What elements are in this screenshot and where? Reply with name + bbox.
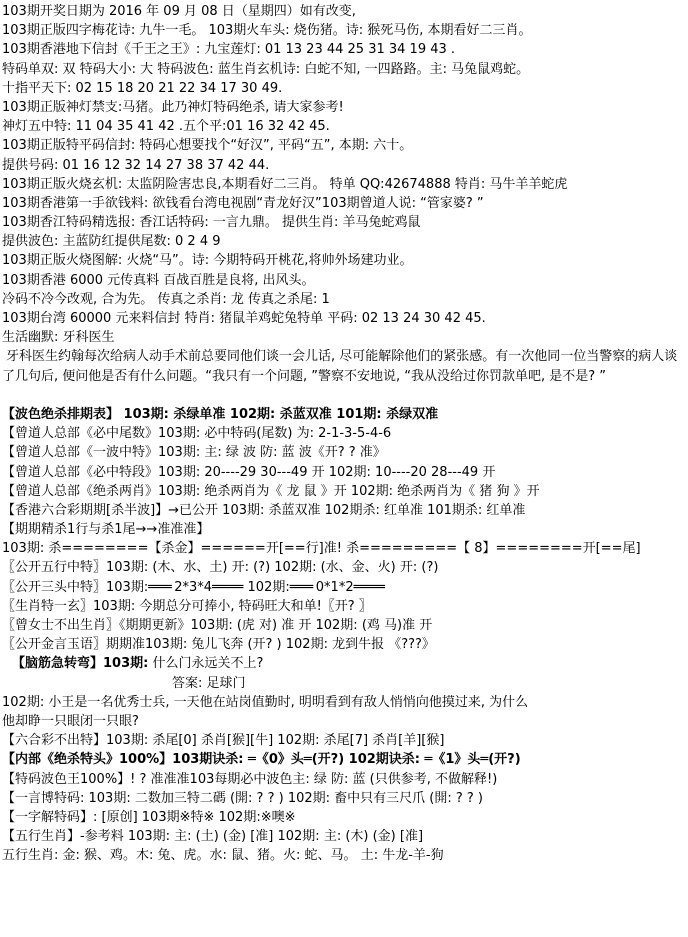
line-kill-gold: 103期: 杀========【杀金】======开[==行]准! 杀=========【 8】========开[==尾] <box>2 541 641 557</box>
line-hk-envelope: 103期香港地下信封《千王之王》: 九宝莲灯: 01 13 23 44 25 31 34 19 43 . <box>2 42 456 58</box>
line-lamp-ban: 103期正版神灯禁支:马猪。此乃神灯特码绝杀, 请大家参考! <box>2 99 344 115</box>
line-five-zodiac-list: 五行生肖: 金: 猴、鸡。木: 兔、虎。水: 鼠、猪。火: 蛇、马。 土: 牛龙-羊-狗 <box>2 848 444 864</box>
riddle-block <box>2 654 684 731</box>
line-wave-king: 【特码波色王100%】! ? 准准准103每期必中波色主: 绿 防: 蓝 (只供参考, 不做解释!) <box>2 771 498 787</box>
line-kill-head: 【内部《绝杀特头》100%】103期诀杀: ═《0》头═(开?) 102期诀杀: ═《1》头═(开?) <box>2 752 521 768</box>
line-ms-zeng: 〖曾女士不出生肖〗《期期更新》103期: (虎 对) 准 开 102期: (鸡 马)准 开 <box>2 618 433 634</box>
line-fire-diagram: 103期正版火烧图解: 火烧“马”。诗: 今期特码开桃花,将帅外场建功业。 <box>2 253 413 269</box>
line-xiangjiang: 103期香江特码精选报: 香江话特码: 一言九鼎。 提供生肖: 羊马兔蛇鸡鼠 <box>2 215 421 231</box>
line-zeng-wave: 【曾道人总部《一波中特》103期: 主: 绿 波 防: 蓝 波《开? ? 准》 <box>2 445 386 461</box>
line-one-char: 【一字解特码】: [原创] 103期※特※ 102期:※噢※ <box>2 809 296 825</box>
line-golden-words: 〖公开金言玉语〗期期准103期: 兔儿飞奔 (开? ) 102期: 龙到牛报 《???》 <box>2 637 435 653</box>
line-draw-date: 103期开奖日期为 2016 年 09 月 08 日（星期四）如有改变, <box>2 4 356 19</box>
middle-lines <box>2 405 684 654</box>
riddle-question: 什么门永远关不上? <box>152 656 264 672</box>
line-zeng-tail: 【曾道人总部《必中尾数》103期: 必中特码(尾数) 为: 2-1-3-5-4-6 <box>2 426 392 442</box>
line-kill-row-tail: 【期期精杀1行与杀1尾→→准准准】 <box>2 522 210 538</box>
line-five-elements: 〖公开五行中特〗103期: (木、水、土) 开: (?) 102期: (水、金、火) 开: (?) <box>2 560 439 576</box>
riddle-102-line2: 他却睁一只眼闭一只眼? <box>2 713 139 729</box>
line-wave-color: 提供波色: 主蓝防红提供尾数: 0 2 4 9 <box>2 234 221 250</box>
line-lamp-five: 神灯五中特: 11 04 35 41 42 .五个平:01 16 32 42 45. <box>2 119 330 135</box>
line-zeng-segment: 【曾道人总部《必中特段》103期: 20----29 30---49 开 102期: 10----20 28---49 开 <box>2 464 496 480</box>
line-ten-fingers: 十指平天下: 02 15 18 20 21 22 34 17 30 49. <box>2 80 283 96</box>
line-hk-kill-half: 【香港六合彩期期[杀半波]】→已公开 103期: 杀蓝双准 102期杀: 红单准 101期杀: 红单准 <box>2 502 526 518</box>
bottom-lines <box>2 731 684 865</box>
riddle-102-line1: 102期: 小王是一名优秀士兵, 一天他在站岗值勤时, 明明看到有敌人悄悄向他摸过来, 为什么 <box>2 694 529 710</box>
humor-paragraph: 牙科医生约翰每次给病人动手术前总要同他们谈一会儿话, 尽可能解除他们的紧张感。有一次他同一位当警察的病人谈了几句后, 便问他是否有什么问题。“我只有一个问题, ”警察不安地说, “我从没给过你罚款单吧, 是不是? ” <box>2 349 678 384</box>
line-one-word: 【一言博特码: 103期: 二数加三特二碼 (開: ? ? ) 102期: 畜中只有三尺爪 (開: ? ? ) <box>2 790 484 806</box>
line-no-special: 【六合彩不出特】103期: 杀尾[0] 杀肖[猴][牛] 102期: 杀尾[7] 杀肖[羊][猴] <box>2 733 445 749</box>
line-fire-mystery: 103期正版火烧玄机: 太监阴险害忠良,本期看好二三肖。 特单 QQ:42674888 特肖: 马牛羊羊蛇虎 <box>2 176 568 192</box>
line-wave-kill-table: 【波色绝杀排期表】 103期: 杀绿单准 102期: 杀蓝双准 101期: 杀绿双准 <box>2 406 439 422</box>
line-first-hand: 103期香港第一手欲钱料: 欲钱看台湾电视剧“青龙好汉”103期曾道人说: “管家婆? ” <box>2 195 484 211</box>
line-zeng-kill-two: 【曾道人总部《绝杀两肖》103期: 绝杀两肖为《 龙 鼠 》开 102期: 绝杀两肖为《 猪 狗 》开 <box>2 483 540 499</box>
line-special-envelope: 103期正版特平码信封: 特码心想要找个“好汉”, 平码“五”, 本期: 六十。 <box>2 138 413 154</box>
humor-paragraph-wrap <box>2 347 684 405</box>
top-lines <box>2 2 684 347</box>
line-five-zodiac: 【五行生肖】-参考料 103期: 主: (土) (金) [准] 102期: 主: (木) (金) [准] <box>2 829 424 845</box>
riddle-line <box>2 654 684 673</box>
line-taiwan-60000: 103期台湾 60000 元来料信封 特肖: 猪鼠羊鸡蛇兔特单 平码: 02 13 24 30 42 45. <box>2 311 486 326</box>
riddle-title: 【脑筋急转弯】103期: <box>12 656 149 672</box>
line-plum-poem: 103期正版四字梅花诗: 九牛一毛。 103期火车头: 烧伤猪。诗: 猴死马伤, 本期看好二三肖。 <box>2 23 532 39</box>
riddle-answer: 答案: 足球门 <box>172 675 246 691</box>
line-cold-numbers: 冷码不冷今改观, 合为先。 传真之杀肖: 龙 传真之杀尾: 1 <box>2 291 330 307</box>
line-three-heads: 〖公开三头中特〗103期:═══ 2*3*4════ 102期:═══ 0*1*2════ <box>2 579 385 595</box>
line-fax-6000: 103期香港 6000 元传真料 百战百胜是良将, 出风头。 <box>2 272 315 288</box>
line-special-attrs: 特码单双: 双 特码大小: 大 特码波色: 蓝生肖玄机诗: 白蛇不知, 一四路路。主: 马兔鼠鸡蛇。 <box>2 61 530 77</box>
line-provided-numbers: 提供号码: 01 16 12 32 14 27 38 37 42 44. <box>2 157 270 173</box>
line-humor-title: 生活幽默: 牙科医生 <box>2 330 115 346</box>
line-zodiac-mystery: 〖生肖特一玄〗103期: 今期总分可捧小, 特码旺大和单!〖开? 〗 <box>2 598 372 614</box>
